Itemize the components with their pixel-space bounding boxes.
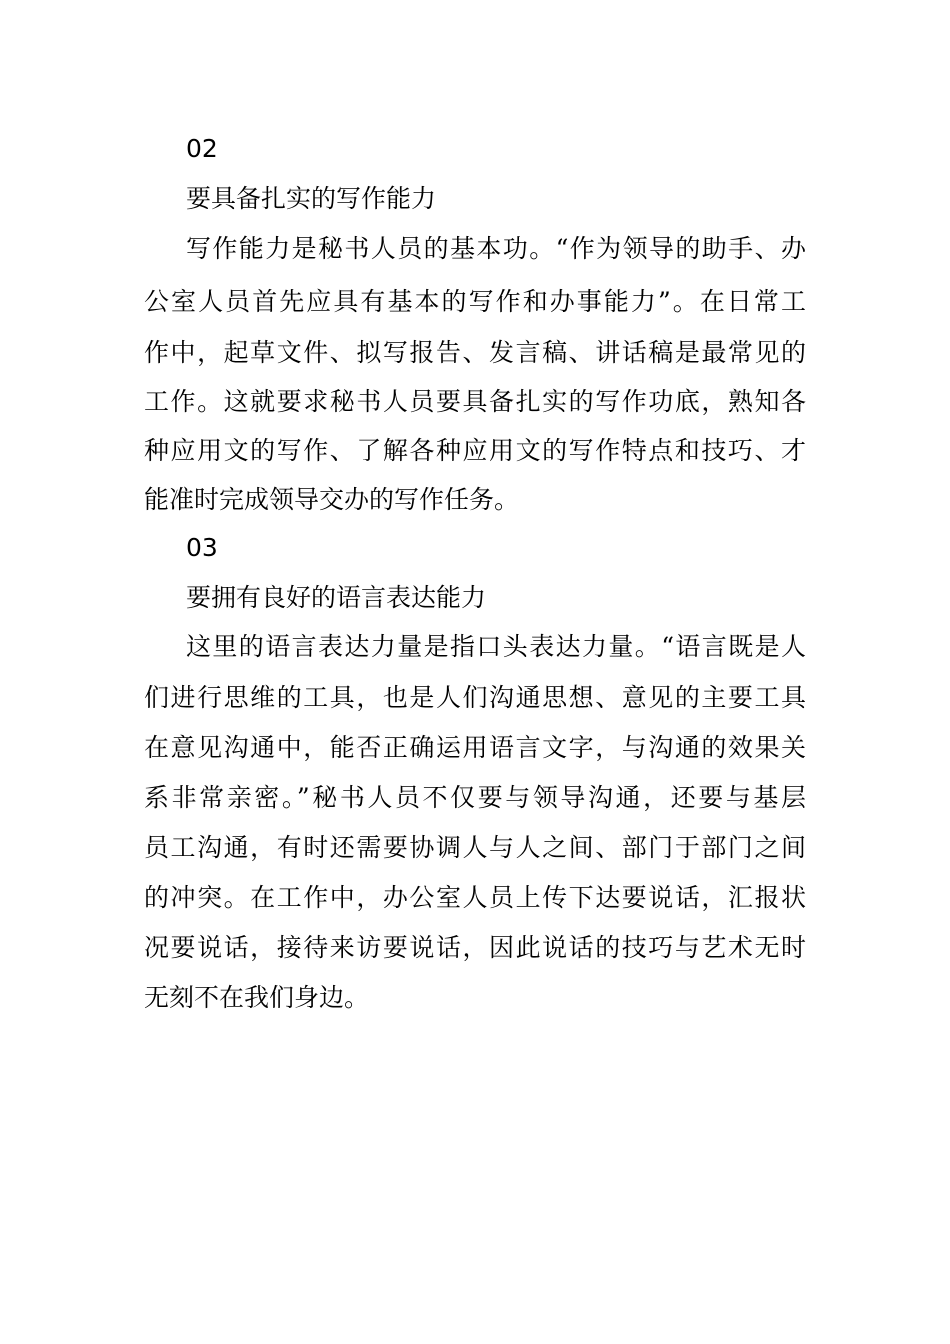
paragraph-line: 员工沟通，有时还需要协调人与人之间、部门于部门之间	[144, 833, 806, 862]
paragraph-line: 无刻不在我们身边。	[144, 983, 370, 1012]
paragraph-line: 种应用文的写作、了解各种应用文的写作特点和技巧、才	[144, 436, 806, 465]
paragraph-line: 公室人员首先应具有基本的写作和办事能力”。在日常工	[144, 287, 806, 316]
paragraph-line: 的冲突。在工作中，办公室人员上传下达要说话，汇报状	[144, 883, 806, 912]
paragraph-line: 况要说话，接待来访要说话，因此说话的技巧与艺术无时	[144, 933, 806, 962]
paragraph-line: 能准时完成领导交办的写作任务。	[144, 485, 520, 514]
section-number: 02	[186, 134, 218, 163]
paragraph-line: 写作能力是秘书人员的基本功。“作为领导的助手、办	[186, 234, 806, 263]
section-number: 03	[186, 533, 218, 562]
paragraph-line: 在意见沟通中，能否正确运用语言文字，与沟通的效果关	[144, 733, 806, 762]
paragraph-line: 系非常亲密。”秘书人员不仅要与领导沟通，还要与基层	[144, 783, 806, 812]
section-heading: 要拥有良好的语言表达能力	[186, 583, 487, 612]
section-heading: 要具备扎实的写作能力	[186, 184, 437, 213]
paragraph-line: 工作。这就要求秘书人员要具备扎实的写作功底，熟知各	[144, 387, 806, 416]
paragraph-line: 作中，起草文件、拟写报告、发言稿、讲话稿是最常见的	[144, 338, 806, 367]
paragraph-line: 们进行思维的工具，也是人们沟通思想、意见的主要工具	[144, 683, 806, 712]
paragraph-line: 这里的语言表达力量是指口头表达力量。“语言既是人	[186, 632, 806, 661]
